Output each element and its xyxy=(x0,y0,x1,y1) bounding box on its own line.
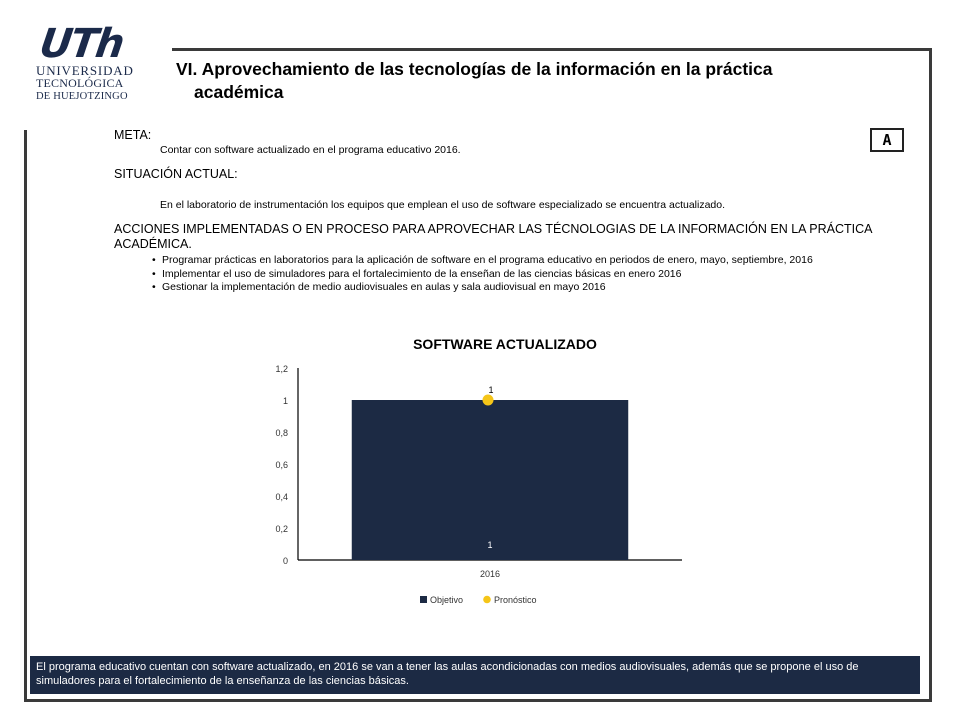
y-tick-label: 0,8 xyxy=(275,428,288,438)
university-logo xyxy=(36,21,146,104)
frame-right-border xyxy=(929,48,932,702)
status-badge: A xyxy=(870,128,904,152)
acciones-list xyxy=(114,254,884,295)
logo-line-1: UNIVERSIDAD xyxy=(36,63,134,78)
chart-svg xyxy=(250,328,710,618)
page-title xyxy=(176,58,876,104)
bar-objetivo xyxy=(352,400,628,560)
frame-top-border xyxy=(172,48,932,51)
meta-label: META: xyxy=(114,128,152,142)
bar-data-label: 1 xyxy=(487,540,493,550)
frame-left-border xyxy=(24,130,27,702)
situacion-label: SITUACIÓN ACTUAL: xyxy=(114,167,238,181)
list-item: • Gestionar la implementación de medio audiovisuales en aulas y sala audiovisual en mayo 2016 xyxy=(154,281,884,295)
footer-summary: El programa educativo cuentan con software actualizado, en 2016 se van a tener las aulas acondicionadas con medios audiovisuales, además que se propone el uso de simuladores para el fortalecimiento de la enseñanza de las ciencias básicas. xyxy=(30,656,920,694)
point-pronostico xyxy=(483,395,494,406)
list-item: • Programar prácticas en laboratorios para la aplicación de software en el programa educativo en periodos de enero, mayo, septiembre, 2016 xyxy=(154,254,884,268)
legend-label-objetivo: Objetivo xyxy=(430,595,464,605)
frame-bottom-border xyxy=(24,699,932,702)
acciones-label: ACCIONES IMPLEMENTADAS O EN PROCESO PARA APROVECHAR LAS TÉCNOLOGIAS DE LA INFORMACIÓN EN LA PRÁCTICA ACADÉMICA. xyxy=(114,222,872,251)
y-tick-label: 1 xyxy=(282,396,288,406)
y-tick-label: 0,4 xyxy=(275,492,288,502)
legend-label-pronostico: Pronóstico xyxy=(494,595,537,605)
logo-line-2: TECNOLÓGICA xyxy=(36,76,124,90)
y-tick-label: 0 xyxy=(282,556,288,566)
point-data-label: 1 xyxy=(488,385,494,395)
y-tick-label: 1,2 xyxy=(275,364,288,374)
title-line-2: académica xyxy=(194,82,284,102)
x-tick-label: 2016 xyxy=(479,569,501,579)
chart-title: SOFTWARE ACTUALIZADO xyxy=(413,336,597,352)
y-tick-label: 0,6 xyxy=(275,460,288,470)
legend-swatch-pronostico xyxy=(483,596,491,604)
legend-swatch-objetivo xyxy=(420,596,427,603)
logo-line-3: DE HUEJOTZINGO xyxy=(36,91,128,102)
situacion-text: En el laboratorio de instrumentación los equipos que emplean el uso de software especializado se encuentra actualizado. xyxy=(160,199,726,211)
list-item: • Implementar el uso de simuladores para el fortalecimiento de la enseñan de las ciencias básicas en enero 2016 xyxy=(154,268,884,282)
main-content xyxy=(114,128,884,295)
meta-text: Contar con software actualizado en el programa educativo 2016. xyxy=(160,144,461,156)
logo-mark: UTh xyxy=(36,21,126,67)
y-tick-label: 0,2 xyxy=(275,524,288,534)
title-line-1: VI. Aprovechamiento de las tecnologías de la información en la práctica xyxy=(176,59,773,79)
software-chart xyxy=(250,328,710,618)
